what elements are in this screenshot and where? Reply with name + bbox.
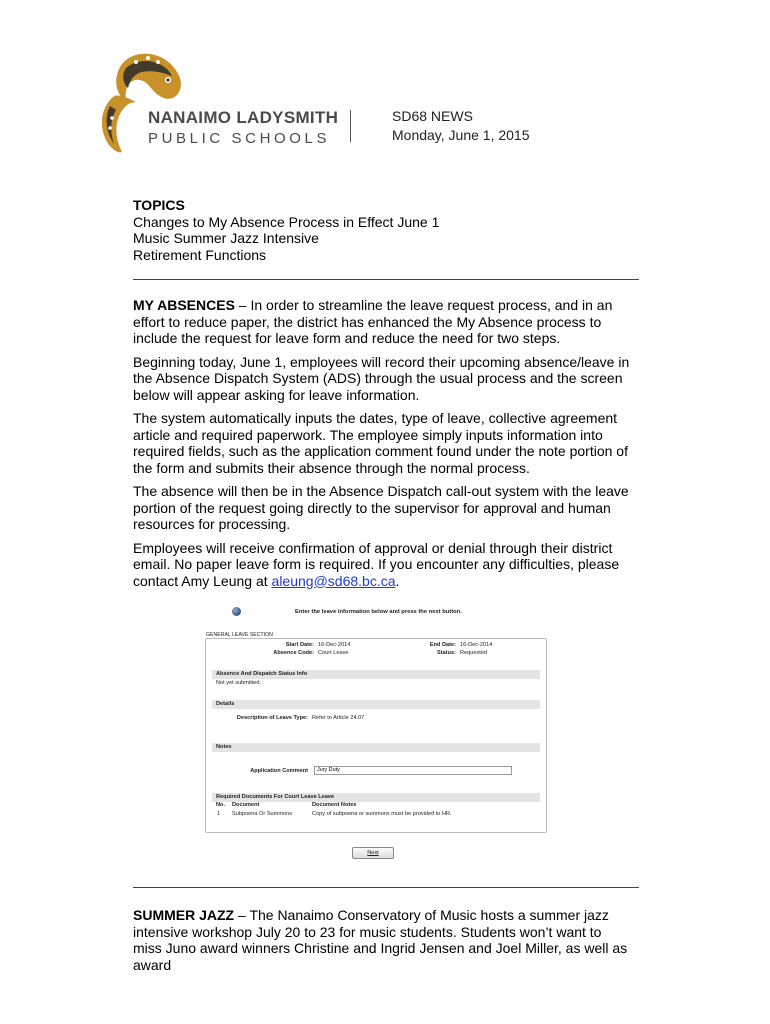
contact-text: Employees will receive confirmation of approval or denial through their district email. No paper leave form is required. If you encounter any difficulties, please contact Amy Leung at	[133, 539, 620, 589]
end-date-label: End Date:	[429, 642, 456, 648]
section-divider	[133, 887, 639, 888]
summer-jazz-article	[133, 907, 633, 980]
status-info-heading: Absence And Dispatch Status Info	[212, 670, 540, 679]
form-section-label: GENERAL LEAVE SECTION	[206, 632, 273, 638]
my-absences-heading: MY ABSENCES	[133, 297, 235, 313]
comment-label: Application Comment	[250, 768, 308, 774]
form-instruction: Enter the leave information below and press the next button.	[295, 609, 462, 615]
next-button[interactable]: Next	[352, 847, 394, 859]
topics-heading: TOPICS	[133, 197, 185, 213]
contact-suffix: .	[395, 572, 400, 589]
end-date-value: 16-Dec-2014	[460, 642, 493, 648]
absence-code-value: Court Leave	[318, 650, 349, 656]
org-subname: PUBLIC SCHOOLS	[148, 130, 331, 147]
my-absences-article	[133, 297, 633, 596]
topic-item: Retirement Functions	[133, 246, 267, 263]
notes-heading: Notes	[212, 743, 540, 752]
topics-section	[133, 197, 439, 263]
docs-col-no: No.	[216, 802, 226, 808]
topic-item: Changes to My Absence Process in Effect June 1	[133, 213, 440, 230]
leave-form-box	[205, 638, 547, 833]
status-value: Requested	[460, 650, 488, 656]
summer-jazz-text: – The Nanaimo Conservatory of Music hosts a summer jazz intensive workshop July 20 to 23 for music students. Students won’t want to miss Juno award winners Christine and Ingrid Jensen and Joel Miller, as well as award	[133, 907, 628, 973]
status-info-text: Not yet submitted.	[216, 680, 262, 686]
application-comment-input[interactable]	[314, 766, 512, 775]
details-heading: Details	[212, 700, 540, 709]
summer-jazz-heading: SUMMER JAZZ	[133, 907, 235, 923]
header-divider	[350, 110, 351, 142]
docs-col-notes: Document Notes	[312, 802, 357, 808]
absence-code-label: Absence Code:	[273, 650, 314, 656]
docs-row-no: 1	[217, 811, 221, 817]
leave-form-screenshot	[200, 600, 550, 865]
leave-type-label: Description of Leave Type:	[236, 715, 308, 721]
status-label: Status:	[437, 650, 456, 656]
topic-item: Music Summer Jazz Intensive	[133, 230, 319, 246]
my-absences-paragraph: The absence will then be in the Absence Dispatch call-out system with the leave portion of the request going directly to the supervisor for approval and human resources for processing.	[133, 483, 629, 532]
my-absences-paragraph: The system automatically inputs the dates, type of leave, collective agreement article and required paperwork. The employee simply inputs information into required fields, such as the application comment found under the note portion of the form and submits their absence through the normal process.	[133, 410, 628, 476]
docs-row-notes: Copy of subpoena or summons must be provided to HR.	[312, 811, 452, 817]
start-date-value: 16-Dec-2014	[318, 642, 351, 648]
leave-type-value: Refer to Article 24.07	[312, 715, 365, 721]
docs-row-document: Subpoena Or Summons	[232, 811, 293, 817]
contact-email-link[interactable]: aleung@sd68.bc.ca	[271, 572, 396, 589]
globe-icon	[232, 607, 241, 616]
news-date: Monday, June 1, 2015	[392, 127, 530, 143]
docs-col-document: Document	[232, 802, 260, 808]
section-divider	[133, 279, 639, 280]
docs-heading: Required Documents For Court Leave Leave	[212, 793, 540, 802]
news-title: SD68 NEWS	[392, 108, 473, 124]
my-absences-paragraph: Beginning today, June 1, employees will record their upcoming absence/leave in the Absence Dispatch System (ADS) through the usual process and the screen below will appear asking for leave information.	[133, 353, 630, 403]
org-name: NANAIMO LADYSMITH	[148, 108, 339, 127]
my-absences-intro: – In order to streamline the leave request process, and in an effort to reduce paper, the district has enhanced the My Absence process to include the request for leave form and reduce the need for two steps.	[133, 297, 613, 346]
start-date-label: Start Date:	[285, 642, 314, 648]
